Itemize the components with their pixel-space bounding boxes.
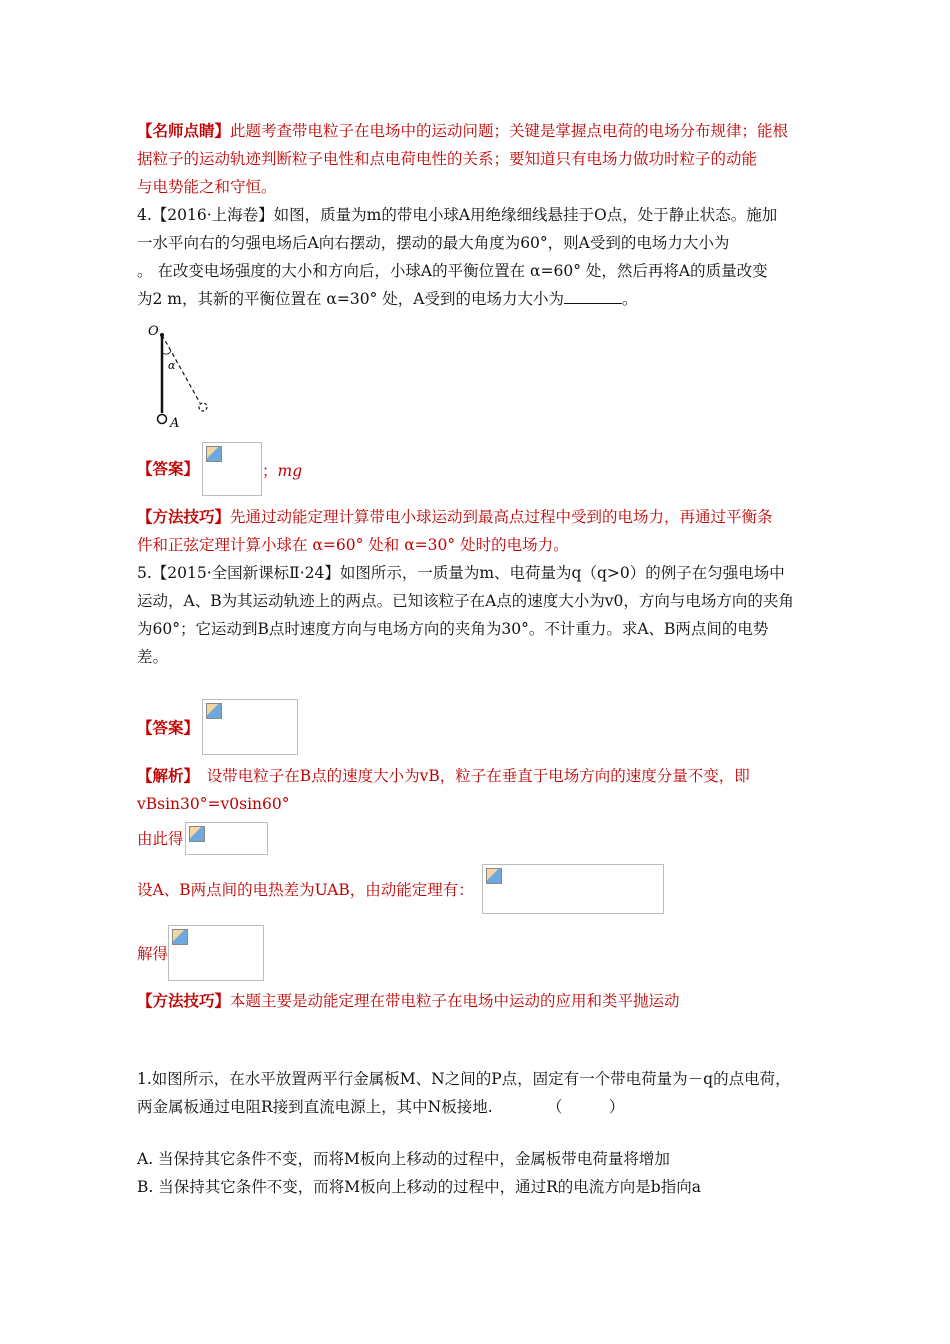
q5-line-3: 为60°；它运动到B点时速度方向与电场方向的夹角为30°。不计重力。求A、B两点间的电势 [137,620,769,638]
derive-line-1: 由此得 [137,830,184,848]
q4-line-3: 。 在改变电场强度的大小和方向后，小球A的平衡位置在 α=60° 处，然后再将A的质量改变 [137,262,768,280]
teacher-note-line-1: 【名师点睛】此题考查带电粒子在电场中的运动问题；关键是掌握点电荷的电场分布规律；能根 [137,122,789,140]
q1-option-a: A. 当保持其它条件不变，而将M板向上移动的过程中，金属板带电荷量将增加 [137,1150,670,1168]
q4-answer-text: ；mg [262,462,303,480]
method-tag: 【方法技巧】 [137,508,231,526]
q5-analysis-line-1: 【解析】 设带电粒子在B点的速度大小为vB，粒子在垂直于电场方向的速度分量不变，即 [137,767,750,785]
broken-image-icon [206,446,222,462]
teacher-note-line-2: 据粒子的运动轨迹判断粒子电性和点电荷电性的关系；要知道只有电场力做功时粒子的动能 [137,150,758,168]
broken-image-icon [189,826,205,842]
q1-option-b: B. 当保持其它条件不变，而将M板向上移动的过程中，通过R的电流方向是b指向a [137,1178,701,1196]
method-tag: 【方法技巧】 [137,992,231,1010]
q5-analysis-line-2: vBsin30°=v0sin60° [137,795,290,813]
deflected-ball [199,403,207,411]
q4-answer-line [137,458,199,480]
angle-arc [162,351,171,354]
answer-formula-image [202,699,298,755]
q4-method-line-1: 【方法技巧】先通过动能定理计算带电小球运动到最高点过程中受到的电场力，再通过平衡条 [137,508,773,526]
answer-tag: 【答案】 [137,719,200,737]
answer-formula-image [202,442,262,496]
broken-image-icon [486,868,502,884]
answer-tag: 【答案】 [137,460,200,478]
teacher-note-tag: 【名师点睛】 [137,122,231,140]
q4-line-1: 4.【2016·上海卷】如图，质量为m的带电小球A用绝缘细线悬挂于O点，处于静止状态。施加 [137,206,778,224]
q5-line-4: 差。 [137,648,169,666]
q5-answer-line [137,717,199,739]
formula-image [185,822,268,855]
fig-label-o: O [148,324,159,339]
q4-line-2: 一水平向右的匀强电场后A向右摆动，摆动的最大角度为60°，则A受到的电场力大小为 [137,234,730,252]
fig-label-alpha: α [168,359,176,372]
q1-line-1: 1.如图所示，在水平放置两平行金属板M、N之间的P点，固定有一个带电荷量为－q的点电荷， [137,1070,791,1088]
formula-image [482,864,664,914]
q5-method-line: 【方法技巧】本题主要是动能定理在带电粒子在电场中运动的应用和类平抛运动 [137,992,680,1010]
answer-blank [564,289,622,304]
fig-label-a: A [170,416,180,431]
derive-line-3: 解得 [137,945,169,963]
ball-a [158,415,167,424]
formula-image [168,925,264,981]
broken-image-icon [172,929,188,945]
q1-line-2: 两金属板通过电阻R接到直流电源上，其中N板接地. （ ） [137,1098,625,1116]
q4-line-4: 为2 m，其新的平衡位置在 α=30° 处，A受到的电场力大小为 。 [137,290,638,308]
pendulum-figure [148,323,228,433]
analysis-tag: 【解析】 [137,767,192,785]
broken-image-icon [206,703,222,719]
q5-line-2: 运动，A、B为其运动轨迹上的两点。已知该粒子在A点的速度大小为v0，方向与电场方向的夹角 [137,592,794,610]
teacher-note-line-3: 与电势能之和守恒。 [137,178,277,196]
q4-method-line-2: 件和正弦定理计算小球在 α=60° 处和 α=30° 处时的电场力。 [137,536,569,554]
q5-line-1: 5.【2015·全国新课标Ⅱ·24】如图所示，一质量为m、电荷量为q（q>0）的例子在匀强电场中 [137,564,785,582]
derive-line-2: 设A、B两点间的电热差为UAB，由动能定理有： [137,881,474,899]
